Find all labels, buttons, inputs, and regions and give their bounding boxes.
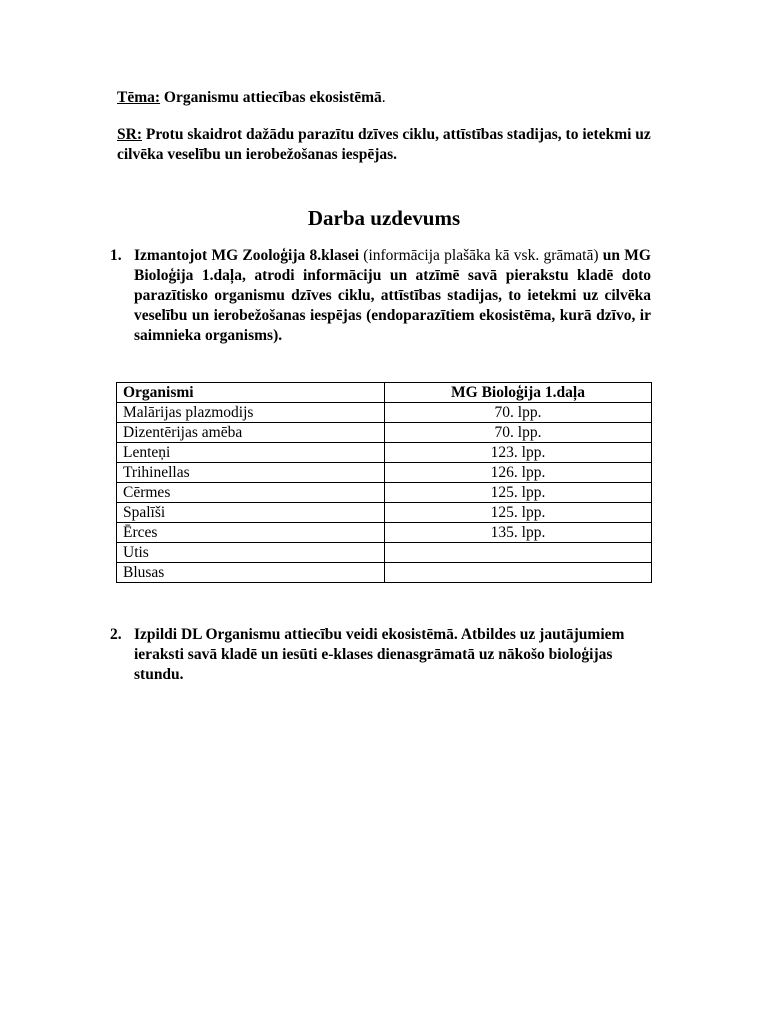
page-ref-cell: 70. lpp. <box>385 423 652 443</box>
table-row <box>117 443 652 463</box>
task-1 <box>110 246 651 346</box>
task-1-text <box>134 246 651 346</box>
task-2-text: Izpildi DL Organismu attiecību veidi ekosistēmā. Atbildes uz jautājumiem ieraksti savā kladē un iesūti e-klases dienasgrāmatā uz nākošo bioloģijas stundu. <box>134 626 625 683</box>
table-row <box>117 523 652 543</box>
page-ref-cell: 70. lpp. <box>385 403 652 423</box>
table-header-row <box>117 383 652 403</box>
page-ref-cell <box>385 563 652 583</box>
organism-cell: Trihinellas <box>117 463 385 483</box>
table-row <box>117 503 652 523</box>
learning-goal-text: Protu skaidrot dažādu parazītu dzīves ciklu, attīstības stadijas, to ietekmi uz cilvēka veselību un ierobežošanas iespējas. <box>117 126 651 163</box>
page-ref-cell: 123. lpp. <box>385 443 652 463</box>
organism-cell: Cērmes <box>117 483 385 503</box>
table-row <box>117 563 652 583</box>
organism-cell: Lenteņi <box>117 443 385 463</box>
column-header-source: MG Bioloģija 1.daļa <box>385 383 652 403</box>
table-row <box>117 403 652 423</box>
table-row <box>117 463 652 483</box>
topic-line <box>117 88 677 108</box>
page-ref-cell: 125. lpp. <box>385 503 652 523</box>
task-2-number: 2. <box>110 626 122 643</box>
task-1-number: 1. <box>110 247 122 264</box>
task-1-part-2: (informācija plašāka kā vsk. grāmatā) <box>359 247 603 264</box>
organism-cell: Malārijas plazmodijs <box>117 403 385 423</box>
task-1-part-1: Izmantojot MG Zooloģija 8.klasei <box>134 247 360 264</box>
page-ref-cell: 126. lpp. <box>385 463 652 483</box>
task-1-part-3: un MG Bioloģija 1.daļa, atrodi informāciju un atzīmē savā pierakstu kladē doto parazītisko organismu dzīves ciklu, attīstības stadijas, to ietekmi uz cilvēka veselību un ierobežošanas iespējas (endoparazītiem ekosistēma, kurā dzīvo, ir saimnieka organisms). <box>134 247 651 344</box>
table-row <box>117 483 652 503</box>
learning-goal <box>117 125 677 165</box>
topic-label: Tēma: <box>117 89 161 106</box>
page-ref-cell <box>385 543 652 563</box>
organism-cell: Utis <box>117 543 385 563</box>
organism-cell: Blusas <box>117 563 385 583</box>
column-header-organisms: Organismi <box>117 383 385 403</box>
table-row <box>117 423 652 443</box>
task-2 <box>110 625 651 685</box>
organism-cell: Ērces <box>117 523 385 543</box>
organism-cell: Spalīši <box>117 503 385 523</box>
topic-trail: . <box>381 89 386 106</box>
page-title: Darba uzdevums <box>307 206 461 230</box>
topic-text: Organismu attiecības ekosistēmā <box>160 89 382 106</box>
organisms-table <box>116 382 652 583</box>
page-ref-cell: 125. lpp. <box>385 483 652 503</box>
organism-cell: Dizentērijas amēba <box>117 423 385 443</box>
page-ref-cell: 135. lpp. <box>385 523 652 543</box>
learning-goal-label: SR: <box>117 126 142 143</box>
table-row <box>117 543 652 563</box>
